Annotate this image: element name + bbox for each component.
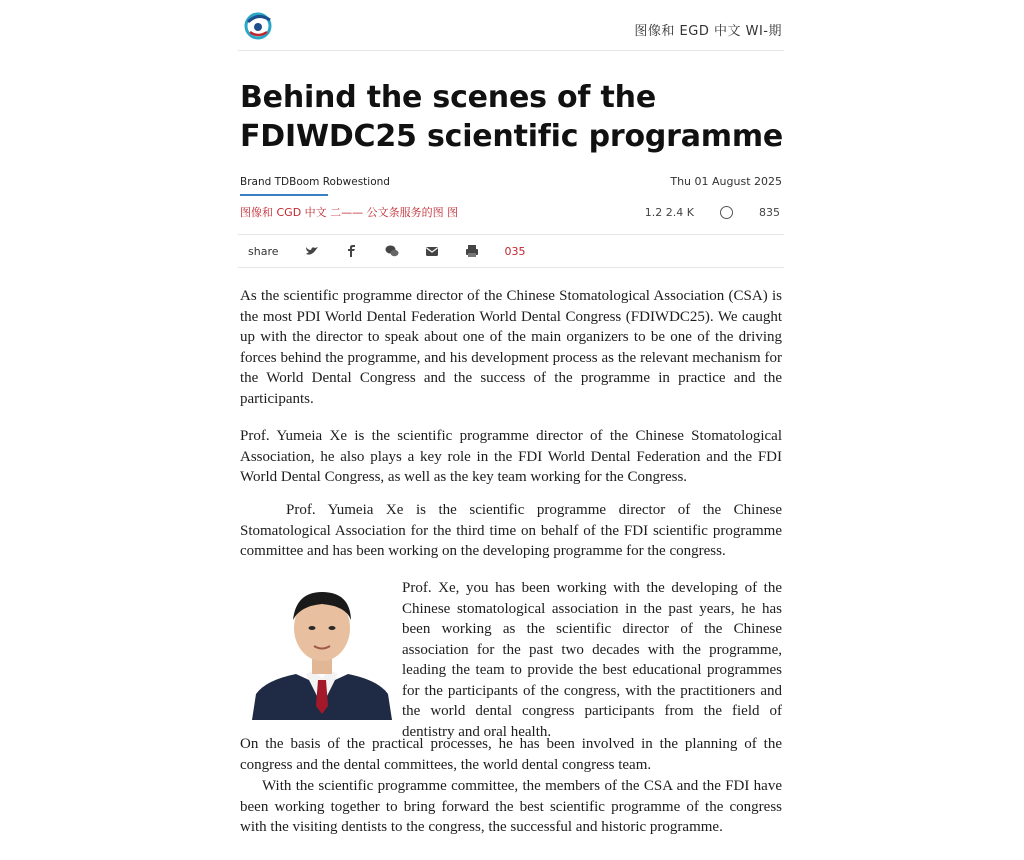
paragraph-1: As the scientific programme director of the Chinese Stomatological Association (CSA) is the most PDI World Dental Federation World Dental Congress (FDIWDC25). We caught up with the director to speak about one of the main organizers to be one of the driving forces behind the programme, and his development process as the relevant mechanism for the World Dental Congress and the success of the programme in practice and the participants. (240, 288, 782, 407)
email-icon[interactable] (425, 244, 439, 258)
wechat-icon[interactable] (385, 244, 399, 258)
globe-icon[interactable] (720, 206, 733, 219)
article-tagline[interactable]: 图像和 CGD 中文 二—— 公文条服务的图 图 (240, 206, 459, 219)
byline[interactable]: Brand TDBoom Robwestiond (240, 176, 390, 188)
byline-underline (240, 194, 328, 196)
article-page (238, 0, 784, 860)
share-bar (238, 234, 784, 268)
paragraph-3: Prof. Yumeia Xe is the scientific programme director of the Chinese Stomatological Association for the third time on behalf of the FDI scientific programme committee and has been working on the developing programme for the congress. (240, 502, 782, 559)
views-count: 1.2 2.4 K (644, 206, 694, 219)
facebook-icon[interactable] (345, 244, 359, 258)
publish-date: Thu 01 August 2025 (670, 175, 782, 188)
top-bar (238, 8, 784, 51)
portrait-photo (252, 582, 392, 720)
top-menu[interactable]: 图像和 EGD 中文 WI-期 (634, 24, 782, 39)
paragraph-2: Prof. Yumeia Xe is the scientific programme director of the Chinese Stomatological Association, he also plays a key role in the FDI World Dental Federation and the FDI World Dental Congress, as well as the key team working for the Congress. (240, 428, 782, 485)
article-meta (645, 206, 780, 219)
share-count[interactable]: 035 (504, 244, 526, 258)
paragraph-6: With the scientific programme committee, the members of the CSA and the FDI have been working together to bring forward the best scientific programme of the congress with the visiting dentists to the congress, the successful and historic programme. (240, 778, 782, 835)
print-icon[interactable] (465, 244, 479, 258)
twitter-icon[interactable] (305, 244, 319, 258)
meta-count: 835 (759, 206, 780, 219)
logo-icon[interactable] (240, 10, 276, 42)
paragraph-5: On the basis of the practical processes, he has been involved in the planning of the congress and the dental committees, the world dental congress team. (240, 736, 782, 773)
article-title: Behind the scenes of the FDIWDC25 scientific programme (240, 80, 784, 154)
share-label: share (248, 244, 279, 258)
paragraph-4: Prof. Xe, you has been working with the developing of the Chinese stomatological association in the past years, he has been working as the scientific director of the Chinese association for the past two decades with the programme, leading the team to provide the best educational programmes for the participants of the congress, with the practitioners and the world dental congress participants from the field of dentistry and oral health. (402, 580, 782, 740)
